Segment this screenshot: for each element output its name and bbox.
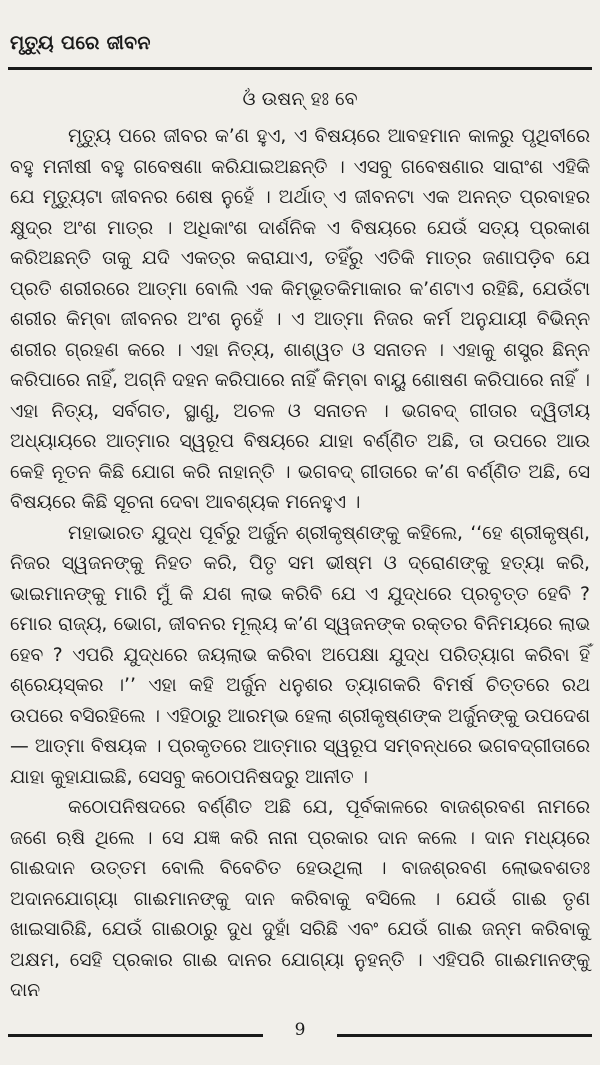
body-text [10,122,590,1007]
invocation-line: ଓଁ ଉଷନ୍ ହଃ ବେ [242,88,358,110]
running-header-title: ମୃତ୍ୟୁ ପରେ ଜୀବନ [10,32,151,54]
header-rule [8,67,592,70]
paragraph-1: ମୃତ୍ୟୁ ପରେ ଜୀବର କ’ଣ ହୁଏ, ଏ ବିଷୟରେ ଆବହମାନ କାଳରୁ ପୃଥିବୀରେ ବହୁ ମନୀଷୀ ବହୁ ଗବେଷଣା କରିଯାଇଅଛନ୍ତି । ଏସବୁ ଗବେଷଣାର ସାରାଂଶ ଏହିକି ଯେ ମୃତ୍ୟୁଟା ଜୀବନର ଶେଷ ନୁହେଁ । ଅର୍ଥାତ୍ ଏ ଜୀବନଟା ଏକ ଅନନ୍ତ ପ୍ରବାହର କ୍ଷୁଦ୍ର ଅଂଶ ମାତ୍ର । ଅଧିକାଂଶ ଦାର୍ଶନିକ ଏ ବିଷୟରେ ଯେଉଁ ସତ୍ୟ ପ୍ରକାଶ କରିଅଛନ୍ତି ତାକୁ ଯଦି ଏକତ୍ର କରାଯାଏ, ତହିଁରୁ ଏତିକି ମାତ୍ର ଜଣାପଡ଼ିବ ଯେ ପ୍ରତି ଶରୀରରେ ଆତ୍ମା ବୋଲି ଏକ କିମ୍ଭୂତକିମାକାର କ’ଣଟାଏ ରହିଛି, ଯେଉଁଟା ଶରୀର କିମ୍ବା ଜୀବନର ଅଂଶ ନୁହେଁ । ଏ ଆତ୍ମା ନିଜର କର୍ମ ଅନୁଯାୟୀ ବିଭିନ୍ନ ଶରୀର ଗ୍ରହଣ କରେ । ଏହା ନିତ୍ୟ, ଶାଶ୍ୱତ ଓ ସନାତନ । ଏହାକୁ ଶସ୍ତ୍ର ଛିନ୍ନ କରିପାରେ ନାହିଁ, ଅଗ୍ନି ଦହନ କରିପାରେ ନାହିଁ କିମ୍ବା ବାୟୁ ଶୋଷଣ କରିପାରେ ନାହିଁ । ଏହା ନିତ୍ୟ, ସର୍ବଗତ, ସ୍ଥାଣୁ, ଅଚଳ ଓ ସନାତନ । ଭଗବଦ୍ ଗୀତାର ଦ୍ୱିତୀୟ ଅଧ୍ୟାୟରେ ଆତ୍ମାର ସ୍ୱରୂପ ବିଷୟରେ ଯାହା ବର୍ଣ୍ଣିତ ଅଛି, ତା ଉପରେ ଆଉ କେହି ନୂତନ କିଛି ଯୋଗ କରି ନାହାନ୍ତି । ଭଗବଦ୍ ଗୀତାରେ କ’ଣ ବର୍ଣ୍ଣିତ ଅଛି, ସେ ବିଷୟରେ କିଛି ସୂଚନା ଦେବା ଆବଶ୍ୟକ ମନେହୁଏ । [10,126,590,513]
paragraph-2: ମହାଭାରତ ଯୁଦ୍ଧ ପୂର୍ବରୁ ଅର୍ଜୁନ ଶ୍ରୀକୃଷ୍ଣଙ୍କୁ କହିଲେ, ‘‘ହେ ଶ୍ରୀକୃଷ୍ଣ, ନିଜର ସ୍ୱଜନଙ୍କୁ ନିହତ କରି, ପିତୃ ସମ ଭୀଷ୍ମ ଓ ଦ୍ରୋଣଙ୍କୁ ହତ୍ୟା କରି, ଭାଇମାନଙ୍କୁ ମାରି ମୁଁ କି ଯଶ ଲାଭ କରିବି ଯେ ଏ ଯୁଦ୍ଧରେ ପ୍ରବୃତ୍ତ ହେବି ? ମୋର ରାଜ୍ୟ, ଭୋଗ, ଜୀବନର ମୂଲ୍ୟ କ’ଣ ସ୍ୱଜନଙ୍କ ରକ୍ତର ବିନିମୟରେ ଲାଭ ହେବ ? ଏପରି ଯୁଦ୍ଧରେ ଜୟଲାଭ କରିବା ଅପେକ୍ଷା ଯୁଦ୍ଧ ପରିତ୍ୟାଗ କରିବା ହିଁ ଶ୍ରେୟସ୍କର ।’’ ଏହା କହି ଅର୍ଜୁନ ଧନୁଶର ତ୍ୟାଗକରି ବିମର୍ଷ ଚିତ୍ତରେ ରଥ ଉପରେ ବସିରହିଲେ । ଏହିଠାରୁ ଆରମ୍ଭ ହେଲା ଶ୍ରୀକୃଷ୍ଣଙ୍କ ଅର୍ଜୁନଙ୍କୁ ଉପଦେଶ — ଆତ୍ମା ବିଷୟକ । ପ୍ରକୃତରେ ଆତ୍ମାର ସ୍ୱରୂପ ସମ୍ବନ୍ଧରେ ଭଗବଦ୍‌ଗୀତାରେ ଯାହା କୁହାଯାଇଛି, ସେସବୁ କଠୋପନିଷଦରୁ ଆନୀତ । [10,522,590,788]
paragraph-3: କଠୋପନିଷଦରେ ବର୍ଣ୍ଣିତ ଅଛି ଯେ, ପୂର୍ବକାଳରେ ବାଜଶ୍ରବଣ ନାମରେ ଜଣେ ଋଷି ଥିଲେ । ସେ ଯଜ୍ଞ କରି ନାନା ପ୍ରକାର ଦାନ କଲେ । ଦାନ ମଧ୍ୟରେ ଗାଈଦାନ ଉତ୍ତମ ବୋଲି ବିବେଚିତ ହେଉଥିଲା । ବାଜଶ୍ରବଣ ଲୋଭବଶତଃ ଅଦାନଯୋଗ୍ୟା ଗାଈମାନଙ୍କୁ ଦାନ କରିବାକୁ ବସିଲେ । ଯେଉଁ ଗାଈ ତୃଣ ଖାଇସାରିଛି, ଯେଉଁ ଗାଈଠାରୁ ଦୁଧ ଦୁହାଁ ସରିଛି ଏବଂ ଯେଉଁ ଗାଈ ଜନ୍ମ କରିବାକୁ ଅକ୍ଷମ, ସେହି ପ୍ରକାର ଗାଈ ଦାନର ଯୋଗ୍ୟା ନୁହନ୍ତି । ଏହିପରି ଗାଈମାନଙ୍କୁ ଦାନ [10,797,590,1001]
footer-rule-right [337,1034,592,1037]
page-footer [8,1022,592,1042]
page-number: 9 [294,1020,306,1040]
